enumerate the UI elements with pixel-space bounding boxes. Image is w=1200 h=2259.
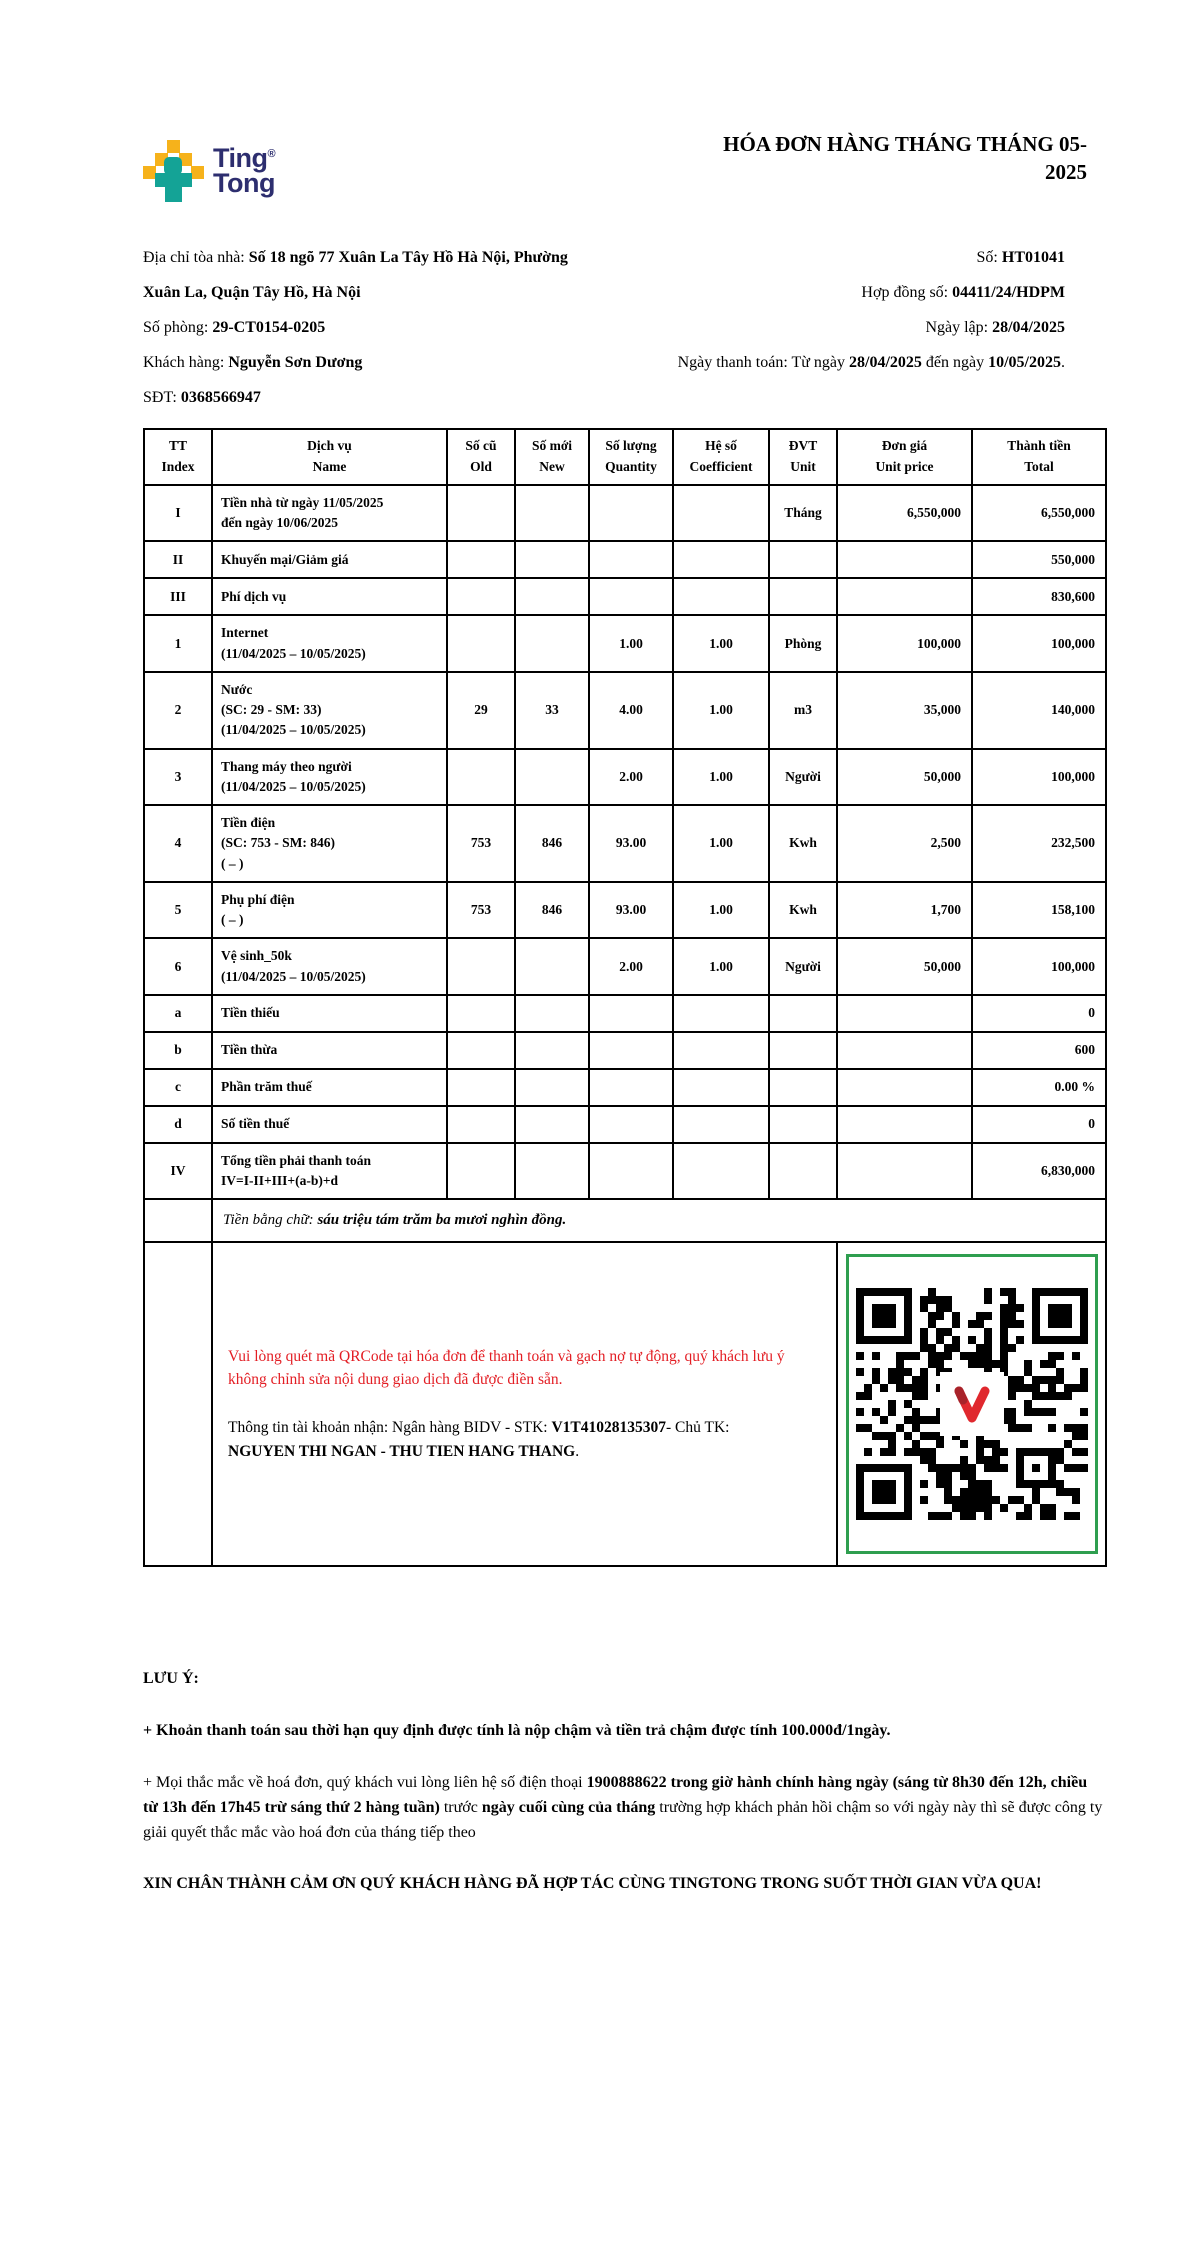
coeff-cell [673, 578, 769, 615]
invoice-meta [678, 240, 1105, 415]
old-cell [447, 615, 515, 672]
old-cell: 753 [447, 882, 515, 939]
unit-cell [769, 1032, 837, 1069]
qty-cell [589, 1032, 673, 1069]
coeff-cell: 1.00 [673, 672, 769, 749]
col-header-old: Số cũ Old [447, 429, 515, 485]
new-cell [515, 1032, 589, 1069]
price-cell [837, 1143, 972, 1200]
total-cell: 158,100 [972, 882, 1106, 939]
qty-cell [589, 1143, 673, 1200]
old-cell [447, 578, 515, 615]
new-cell [515, 938, 589, 995]
total-cell: 100,000 [972, 749, 1106, 806]
price-cell [837, 1069, 972, 1106]
total-cell: 600 [972, 1032, 1106, 1069]
qty-cell [589, 485, 673, 542]
qr-code-image [856, 1288, 1088, 1520]
new-cell [515, 541, 589, 578]
total-cell: 830,600 [972, 578, 1106, 615]
price-cell: 6,550,000 [837, 485, 972, 542]
coeff-cell: 1.00 [673, 882, 769, 939]
unit-cell: Kwh [769, 882, 837, 939]
unit-cell [769, 1106, 837, 1143]
invoice-content [143, 110, 1105, 1924]
total-cell: 6,550,000 [972, 485, 1106, 542]
qr-row [144, 1242, 1106, 1566]
price-cell [837, 578, 972, 615]
index-cell: 2 [144, 672, 212, 749]
old-cell: 753 [447, 805, 515, 882]
old-cell [447, 541, 515, 578]
price-cell: 35,000 [837, 672, 972, 749]
qr-code [846, 1254, 1098, 1554]
coeff-cell [673, 485, 769, 542]
coeff-cell: 1.00 [673, 938, 769, 995]
service-name-cell: Phí dịch vụ [212, 578, 447, 615]
thank-you-note: XIN CHÂN THÀNH CẢM ƠN QUÝ KHÁCH HÀNG ĐÃ HỢP TÁC CÙNG TINGTONG TRONG SUỐT THỜI GIAN VỪA QUA! [143, 1875, 1042, 1893]
qty-cell: 2.00 [589, 938, 673, 995]
price-cell [837, 1106, 972, 1143]
price-cell: 100,000 [837, 615, 972, 672]
unit-cell: Người [769, 938, 837, 995]
account-info: Thông tin tài khoản nhận: Ngân hàng BIDV - STK: V1T41028135307- Chủ TK: NGUYEN THI NGAN - THU TIEN HANG THANG. [228, 1418, 730, 1460]
payment-period-line: Ngày thanh toán: Từ ngày 28/04/2025 đến ngày 10/05/2025. [677, 354, 1065, 371]
building-address-line: Địa chỉ tòa nhà: Số 18 ngõ 77 Xuân La Tây Hồ Hà Nội, Phường Xuân La, Quận Tây Hồ, Hà Nội [143, 249, 568, 301]
table-row [144, 1069, 1106, 1106]
total-cell: 0 [972, 1106, 1106, 1143]
coeff-cell [673, 995, 769, 1032]
index-cell: 6 [144, 938, 212, 995]
table-row [144, 578, 1106, 615]
index-cell: 4 [144, 805, 212, 882]
index-cell: b [144, 1032, 212, 1069]
qty-cell [589, 1106, 673, 1143]
service-name-cell: Số tiền thuế [212, 1106, 447, 1143]
logo-yellow-square [167, 140, 180, 153]
index-cell: 5 [144, 882, 212, 939]
price-cell: 1,700 [837, 882, 972, 939]
coeff-cell [673, 1032, 769, 1069]
table-row [144, 882, 1106, 939]
qr-payment-note: Vui lòng quét mã QRCode tại hóa đơn để thanh toán và gạch nợ tự động, quý khách lưu ý không chỉnh sửa nội dung giao dịch đã được điền sẵn. [228, 1348, 785, 1389]
header [143, 110, 1105, 202]
new-cell: 846 [515, 882, 589, 939]
service-name-cell: Tiền điện (SC: 753 - SM: 846) ( – ) [212, 805, 447, 882]
table-row [144, 995, 1106, 1032]
col-header-new: Số mới New [515, 429, 589, 485]
info-section [143, 240, 1105, 415]
table-row [144, 749, 1106, 806]
unit-cell: Người [769, 749, 837, 806]
unit-cell [769, 578, 837, 615]
col-header-name: Dịch vụ Name [212, 429, 447, 485]
invoice-number-line: Số: HT01041 [976, 249, 1065, 266]
index-cell: 3 [144, 749, 212, 806]
amount-in-words-row [144, 1199, 1106, 1242]
invoice-table [143, 428, 1107, 1567]
qty-cell [589, 578, 673, 615]
table-row [144, 672, 1106, 749]
total-cell: 140,000 [972, 672, 1106, 749]
invoice-title: HÓA ĐƠN HÀNG THÁNG THÁNG 05-2025 [723, 132, 1087, 185]
total-cell: 0 [972, 995, 1106, 1032]
old-cell [447, 1143, 515, 1200]
qty-cell [589, 541, 673, 578]
service-name-cell: Vệ sinh_50k (11/04/2025 – 10/05/2025) [212, 938, 447, 995]
col-header-quantity: Số lượng Quantity [589, 429, 673, 485]
notes-heading: LƯU Ý: [143, 1670, 199, 1688]
brand-word-ting: Ting [213, 143, 268, 173]
registered-mark: ® [267, 148, 276, 160]
index-cell: I [144, 485, 212, 542]
price-cell [837, 995, 972, 1032]
old-cell [447, 995, 515, 1032]
new-cell [515, 1143, 589, 1200]
new-cell: 846 [515, 805, 589, 882]
logo-teal-shape [165, 187, 182, 202]
unit-cell [769, 995, 837, 1032]
contract-number-line: Hợp đồng số: 04411/24/HDPM [861, 284, 1065, 301]
old-cell [447, 1069, 515, 1106]
customer-name-line: Khách hàng: Nguyễn Sơn Dương [143, 354, 363, 371]
qty-cell: 2.00 [589, 749, 673, 806]
price-cell [837, 541, 972, 578]
new-cell [515, 1106, 589, 1143]
old-cell [447, 1106, 515, 1143]
table-row [144, 805, 1106, 882]
new-cell [515, 578, 589, 615]
col-header-index: TT Index [144, 429, 212, 485]
invoice-table-footer [144, 1199, 1106, 1566]
service-name-cell: Tiền thừa [212, 1032, 447, 1069]
service-name-cell: Internet (11/04/2025 – 10/05/2025) [212, 615, 447, 672]
hotline-note: + Mọi thắc mắc về hoá đơn, quý khách vui lòng liên hệ số điện thoại 1900888622 trong giờ hành chính hàng ngày (sáng từ 8h30 đến 12h, chiều từ 13h đến 17h45 trừ sáng thứ 2 hàng tuần) trước ngày cuối cùng của tháng trường hợp khách phản hồi chậm so với ngày này thì sẽ được công ty giải quyết thắc mắc vào hoá đơn của tháng tiếp theo [143, 1773, 1103, 1841]
price-cell: 2,500 [837, 805, 972, 882]
service-name-cell: Tiền nhà từ ngày 11/05/2025 đến ngày 10/06/2025 [212, 485, 447, 542]
coeff-cell: 1.00 [673, 805, 769, 882]
total-cell: 6,830,000 [972, 1143, 1106, 1200]
unit-cell: Phòng [769, 615, 837, 672]
service-name-cell: Thang máy theo người (11/04/2025 – 10/05/2025) [212, 749, 447, 806]
new-cell [515, 485, 589, 542]
qty-cell: 1.00 [589, 615, 673, 672]
service-name-cell: Tiền thiếu [212, 995, 447, 1032]
service-name-cell: Phần trăm thuế [212, 1069, 447, 1106]
late-payment-note: + Khoản thanh toán sau thời hạn quy định được tính là nộp chậm và tiền trả chậm được tính 100.000đ/1ngày. [143, 1722, 891, 1740]
service-name-cell: Khuyến mại/Giảm giá [212, 541, 447, 578]
total-cell: 100,000 [972, 615, 1106, 672]
logo-teal-shape [155, 173, 192, 187]
phone-line: SĐT: 0368566947 [143, 389, 261, 406]
brand-wordmark [213, 142, 276, 196]
customer-info [143, 240, 603, 415]
old-cell: 29 [447, 672, 515, 749]
unit-cell: Kwh [769, 805, 837, 882]
logo-yellow-square [191, 166, 204, 179]
col-header-total: Thành tiền Total [972, 429, 1106, 485]
tingtong-logo-icon [143, 110, 205, 202]
coeff-cell: 1.00 [673, 749, 769, 806]
qr-cell [837, 1242, 1106, 1566]
index-cell: a [144, 995, 212, 1032]
service-name-cell: Phụ phí điện ( – ) [212, 882, 447, 939]
coeff-cell: 1.00 [673, 615, 769, 672]
table-row [144, 485, 1106, 542]
coeff-cell [673, 1106, 769, 1143]
unit-cell [769, 541, 837, 578]
table-row [144, 615, 1106, 672]
notes-section [143, 1667, 1105, 1897]
coeff-cell [673, 1143, 769, 1200]
qty-cell [589, 1069, 673, 1106]
old-cell [447, 485, 515, 542]
empty-index-cell [144, 1199, 212, 1242]
qty-cell: 4.00 [589, 672, 673, 749]
qty-cell: 93.00 [589, 882, 673, 939]
total-cell: 0.00 % [972, 1069, 1106, 1106]
index-cell: d [144, 1106, 212, 1143]
col-header-unit: ĐVT Unit [769, 429, 837, 485]
qty-cell: 93.00 [589, 805, 673, 882]
index-cell: IV [144, 1143, 212, 1200]
amount-in-words: Tiền bằng chữ: sáu triệu tám trăm ba mươi nghìn đồng. [212, 1199, 1106, 1242]
coeff-cell [673, 541, 769, 578]
unit-cell: Tháng [769, 485, 837, 542]
new-cell [515, 615, 589, 672]
new-cell: 33 [515, 672, 589, 749]
price-cell: 50,000 [837, 938, 972, 995]
issue-date-line: Ngày lập: 28/04/2025 [925, 319, 1065, 336]
total-cell: 232,500 [972, 805, 1106, 882]
new-cell [515, 995, 589, 1032]
unit-cell [769, 1143, 837, 1200]
service-name-cell: Nước (SC: 29 - SM: 33) (11/04/2025 – 10/05/2025) [212, 672, 447, 749]
table-row [144, 938, 1106, 995]
coeff-cell [673, 1069, 769, 1106]
brand-word-tong: Tong [213, 168, 275, 198]
index-cell: c [144, 1069, 212, 1106]
table-row [144, 1143, 1106, 1200]
empty-index-cell [144, 1242, 212, 1566]
col-header-unit-price: Đơn giá Unit price [837, 429, 972, 485]
old-cell [447, 1032, 515, 1069]
old-cell [447, 749, 515, 806]
new-cell [515, 749, 589, 806]
old-cell [447, 938, 515, 995]
table-row [144, 1032, 1106, 1069]
total-cell: 550,000 [972, 541, 1106, 578]
table-row [144, 541, 1106, 578]
payment-instructions-cell [212, 1242, 837, 1566]
price-cell [837, 1032, 972, 1069]
unit-cell [769, 1069, 837, 1106]
invoice-table-body [144, 485, 1106, 1200]
service-name-cell: Tổng tiền phải thanh toán IV=I-II+III+(a-b)+d [212, 1143, 447, 1200]
table-header-row [144, 429, 1106, 485]
qty-cell [589, 995, 673, 1032]
index-cell: II [144, 541, 212, 578]
new-cell [515, 1069, 589, 1106]
unit-cell: m3 [769, 672, 837, 749]
brand-logo [143, 110, 276, 202]
table-row [144, 1106, 1106, 1143]
price-cell: 50,000 [837, 749, 972, 806]
index-cell: III [144, 578, 212, 615]
total-cell: 100,000 [972, 938, 1106, 995]
col-header-coefficient: Hệ số Coefficient [673, 429, 769, 485]
room-number-line: Số phòng: 29-CT0154-0205 [143, 319, 326, 336]
index-cell: 1 [144, 615, 212, 672]
